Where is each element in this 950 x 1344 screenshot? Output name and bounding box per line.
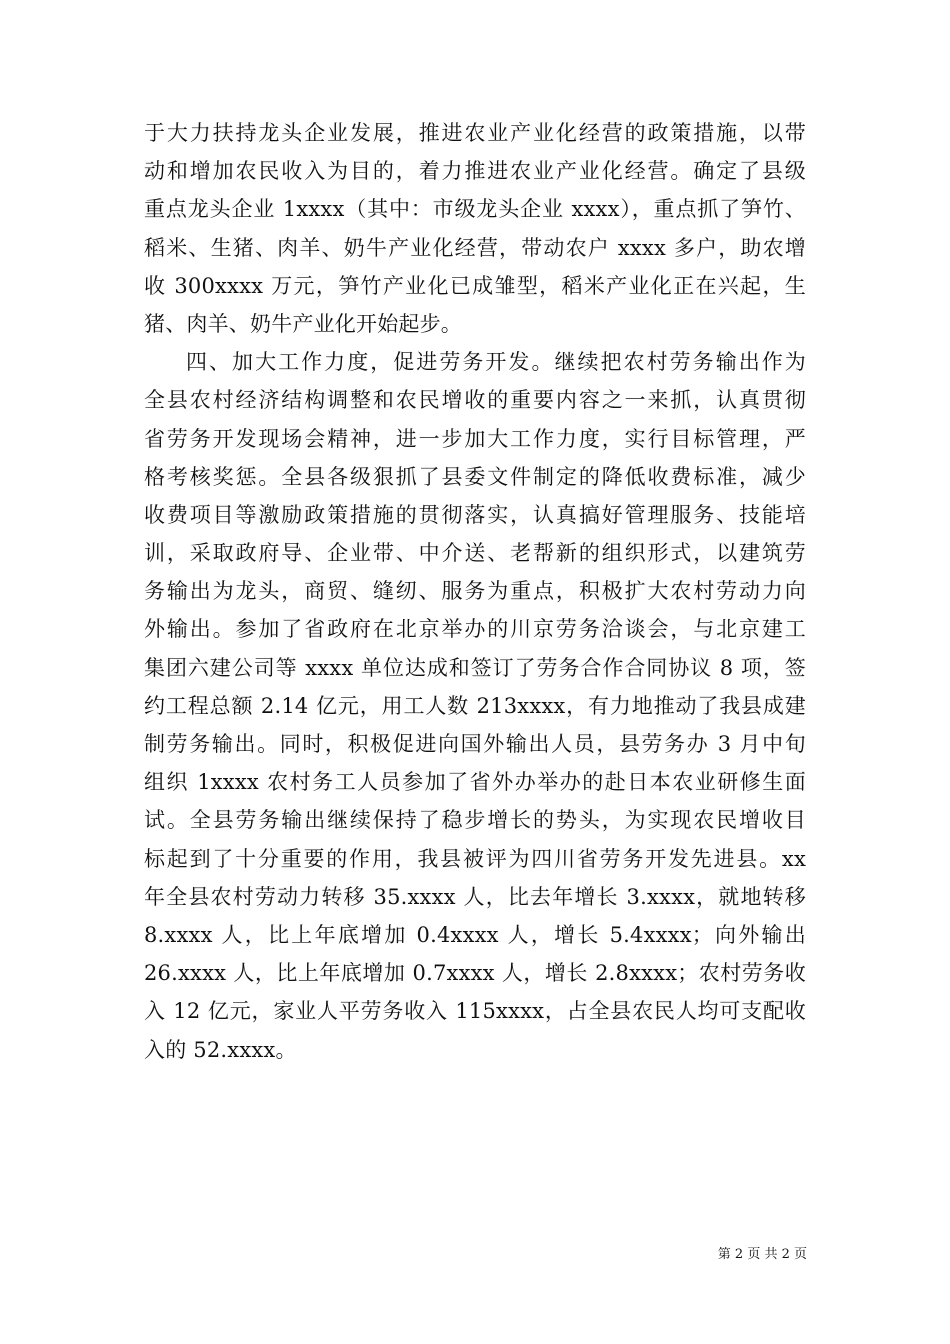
text-line: 年全县农村劳动力转移 35.xxxx 人，比去年增长 3.xxxx，就地转移 [144,884,806,909]
text-line: 收费项目等激励政策措施的贯彻落实，认真搞好管理服务、技能培 [144,502,806,527]
text-line: 集团六建公司等 xxxx 单位达成和签订了劳务合作合同协议 8 项，签 [144,655,806,680]
text-line: 标起到了十分重要的作用，我县被评为四川省劳务开发先进县。xx [144,846,806,871]
text-line: 约工程总额 2.14 亿元，用工人数 213xxxx，有力地推动了我县成建 [144,693,806,718]
page-number-footer: 第 2 页 共 2 页 [717,1247,807,1262]
text-line: 重点龙头企业 1xxxx（其中：市级龙头企业 xxxx），重点抓了笋竹、 [144,197,806,222]
text-line: 入的 52.xxxx。 [144,1037,297,1062]
text-line: 组织 1xxxx 农村务工人员参加了省外办举办的赴日本农业研修生面 [144,770,806,795]
text-line: 格考核奖惩。全县各级狠抓了县委文件制定的降低收费标准，减少 [144,464,806,489]
text-line: 动和增加农民收入为目的，着力推进农业产业化经营。确定了县级 [144,159,806,184]
text-line: 全县农村经济结构调整和农民增收的重要内容之一来抓，认真贯彻 [144,388,806,413]
text-line: 于大力扶持龙头企业发展，推进农业产业化经营的政策措施，以带 [144,121,806,145]
document-body [144,114,806,1069]
paragraph-1 [144,114,806,343]
text-line: 外输出。参加了省政府在北京举办的川京劳务洽谈会，与北京建工 [144,617,806,642]
text-line: 猪、肉羊、奶牛产业化开始起步。 [144,311,462,336]
text-line: 收 300xxxx 万元，笋竹产业化已成雏型，稻米产业化正在兴起，生 [144,273,806,298]
text-line: 稻米、生猪、肉羊、奶牛产业化经营，带动农户 xxxx 多户，助农增 [144,235,806,260]
text-line: 省劳务开发现场会精神，进一步加大工作力度，实行目标管理，严 [144,426,806,451]
text-line: 四、加大工作力度，促进劳务开发。继续把农村劳务输出作为 [186,350,806,375]
paragraph-2 [144,343,806,1069]
text-line: 8.xxxx 人，比上年底增加 0.4xxxx 人，增长 5.4xxxx；向外输出 [144,922,806,947]
text-line: 入 12 亿元，家业人平劳务收入 115xxxx，占全县农民人均可支配收 [144,999,806,1024]
text-line: 务输出为龙头，商贸、缝纫、服务为重点，积极扩大农村劳动力向 [144,579,806,604]
text-line: 26.xxxx 人，比上年底增加 0.7xxxx 人，增长 2.8xxxx；农村劳务收 [144,961,806,986]
text-line: 试。全县劳务输出继续保持了稳步增长的势头，为实现农民增收目 [144,808,806,833]
text-line: 制劳务输出。同时，积极促进向国外输出人员，县劳务办 3 月中旬 [144,732,806,756]
text-line: 训，采取政府导、企业带、中介送、老帮新的组织形式，以建筑劳 [144,541,806,566]
